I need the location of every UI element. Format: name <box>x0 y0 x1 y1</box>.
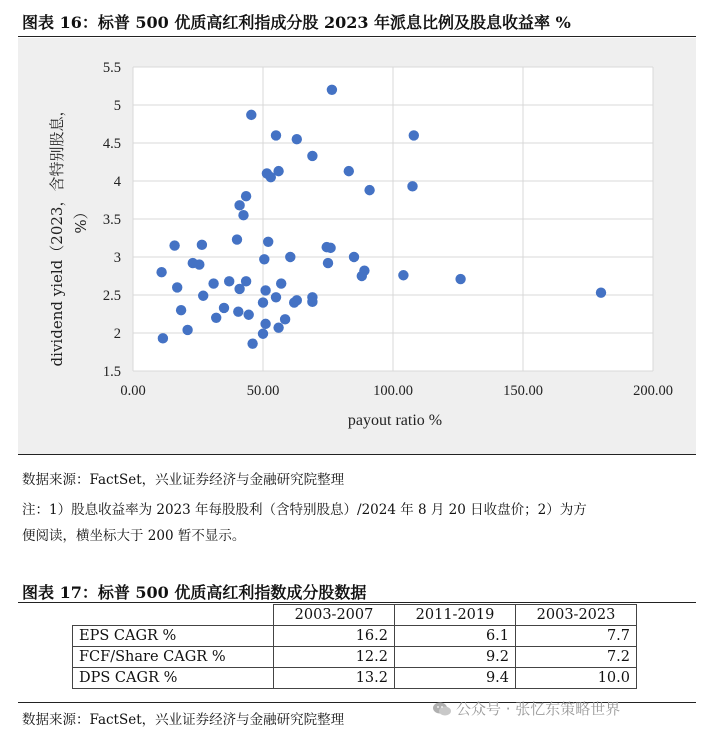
data-point <box>176 305 186 315</box>
y-axis-title: dividend yield（2023，含特别股息， <box>48 101 66 367</box>
col-header: 2003-2023 <box>516 605 637 626</box>
scatter-chart <box>18 38 696 454</box>
figure16-title: 图表 16：标普 500 优质高红利指成分股 2023 年派息比例及股息收益率 % <box>22 13 571 32</box>
watermark-text: 公众号 · 张忆东策略世界 <box>456 700 621 718</box>
table-cell: 7.7 <box>516 626 637 647</box>
data-point <box>325 243 335 253</box>
y-tick-label: 3 <box>113 250 121 266</box>
cagr-table <box>72 604 637 689</box>
data-point <box>292 134 302 144</box>
data-point <box>455 274 465 284</box>
table-corner-cell <box>73 605 274 626</box>
data-point <box>241 191 251 201</box>
data-point <box>596 288 606 298</box>
x-axis-title: payout ratio % <box>347 412 443 429</box>
data-point <box>182 325 192 335</box>
y-tick-label: 1.5 <box>102 364 121 380</box>
y-tick-label: 2 <box>113 326 121 342</box>
figure17-title: 图表 17：标普 500 优质高红利指数成分股数据 <box>22 583 367 602</box>
table-cell: 7.2 <box>516 647 637 668</box>
data-point <box>156 267 166 277</box>
footnote-line-1: 注：1）股息收益率为 2023 年每股股利（含特别股息）/2024 年 8 月 20 日收盘价；2）为方 <box>22 502 587 518</box>
table-cell: 12.2 <box>274 647 395 668</box>
row-label: EPS CAGR % <box>73 626 274 647</box>
data-point <box>158 333 168 343</box>
table-row <box>73 647 637 668</box>
data-point <box>198 291 208 301</box>
x-tick-label: 150.00 <box>503 383 543 399</box>
x-tick-label: 100.00 <box>373 383 413 399</box>
data-point <box>323 258 333 268</box>
data-point <box>307 151 317 161</box>
table-cell: 9.4 <box>395 668 516 689</box>
table-title-rule <box>18 602 696 603</box>
table-cell: 9.2 <box>395 647 516 668</box>
data-point <box>169 240 179 250</box>
x-tick-label: 200.00 <box>633 383 673 399</box>
data-point <box>219 303 229 313</box>
data-point <box>246 110 256 120</box>
data-point <box>211 313 221 323</box>
row-label: DPS CAGR % <box>73 668 274 689</box>
watermark <box>432 698 620 719</box>
table-row <box>73 668 637 689</box>
data-point <box>359 265 369 275</box>
data-point <box>349 252 359 262</box>
table-header-row <box>73 605 637 626</box>
data-point <box>271 130 281 140</box>
data-point <box>263 237 273 247</box>
col-header: 2011-2019 <box>395 605 516 626</box>
y-axis-title-line-2: %） <box>72 204 90 234</box>
data-point <box>172 282 182 292</box>
data-point <box>194 259 204 269</box>
table-cell: 16.2 <box>274 626 395 647</box>
data-point <box>307 297 317 307</box>
source-note: 数据来源：FactSet，兴业证券经济与金融研究院整理 <box>22 472 345 488</box>
data-point <box>233 307 243 317</box>
data-point <box>232 234 242 244</box>
x-tick-label: 0.00 <box>120 383 146 399</box>
data-point <box>258 329 268 339</box>
source-note-2: 数据来源：FactSet，兴业证券经济与金融研究院整理 <box>22 712 345 728</box>
y-tick-label: 4.5 <box>102 136 121 152</box>
table-cell: 10.0 <box>516 668 637 689</box>
data-point <box>285 252 295 262</box>
data-point <box>238 210 248 220</box>
data-point <box>273 166 283 176</box>
data-point <box>327 85 337 95</box>
data-point <box>398 270 408 280</box>
data-point <box>247 338 257 348</box>
data-point <box>364 185 374 195</box>
y-tick-label: 4 <box>113 174 121 190</box>
data-point <box>197 240 207 250</box>
chart-bottom-rule <box>18 454 696 455</box>
data-point <box>409 130 419 140</box>
data-point <box>276 278 286 288</box>
data-point <box>259 254 269 264</box>
data-point <box>344 166 354 176</box>
data-point <box>241 276 251 286</box>
data-point <box>407 181 417 191</box>
wechat-icon <box>432 699 452 719</box>
data-point <box>224 276 234 286</box>
y-tick-label: 2.5 <box>102 288 121 304</box>
data-point <box>244 310 254 320</box>
y-tick-label: 5.5 <box>102 60 121 76</box>
data-point <box>208 278 218 288</box>
data-point <box>292 295 302 305</box>
title-rule <box>18 36 696 37</box>
row-label: FCF/Share CAGR % <box>73 647 274 668</box>
data-point <box>234 200 244 210</box>
table-row <box>73 626 637 647</box>
col-header: 2003-2007 <box>274 605 395 626</box>
data-point <box>258 297 268 307</box>
data-point <box>260 285 270 295</box>
x-tick-label: 50.00 <box>246 383 280 399</box>
table-cell: 6.1 <box>395 626 516 647</box>
data-point <box>273 322 283 332</box>
table-cell: 13.2 <box>274 668 395 689</box>
footnote-line-2: 便阅读，横坐标大于 200 暂不显示。 <box>22 528 246 544</box>
data-point <box>260 319 270 329</box>
y-tick-label: 5 <box>113 98 121 114</box>
data-point <box>271 292 281 302</box>
data-point <box>280 314 290 324</box>
y-tick-label: 3.5 <box>102 212 121 228</box>
